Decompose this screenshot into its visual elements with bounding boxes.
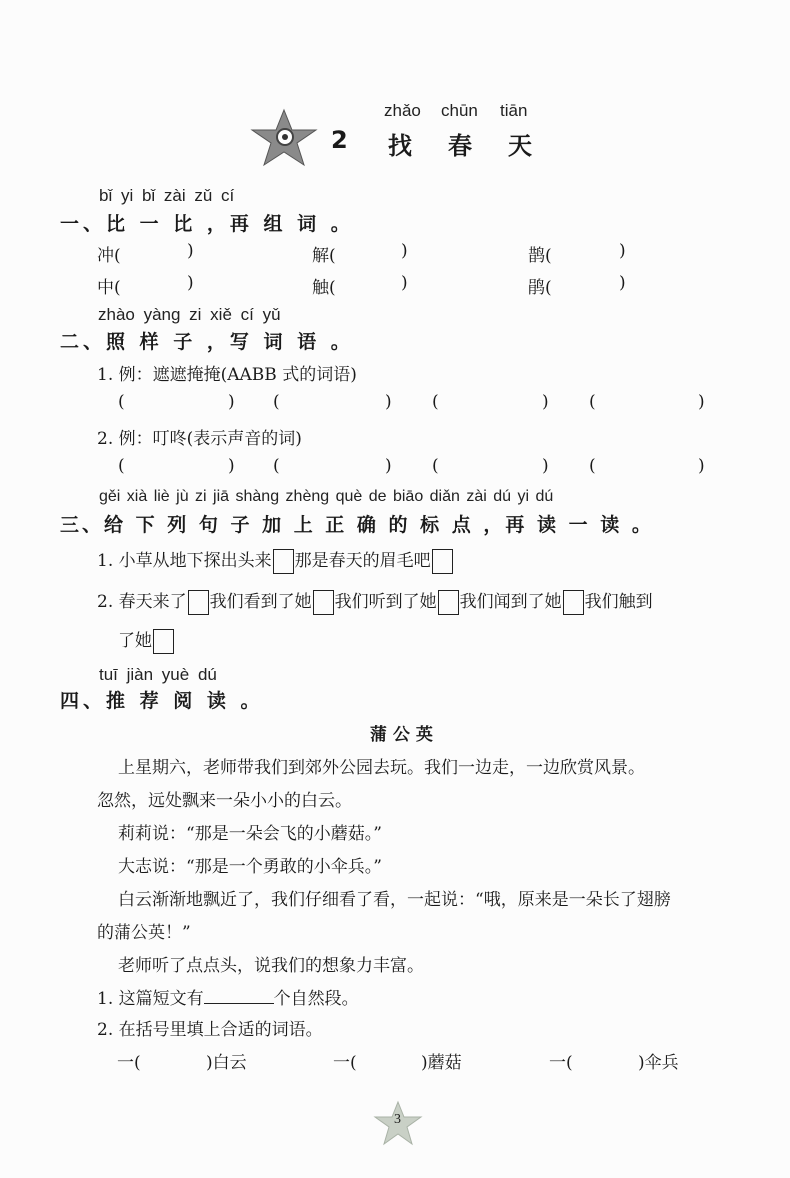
- paren-open: (: [432, 456, 439, 476]
- paren-close: ): [228, 456, 235, 476]
- paren-close: ): [698, 392, 705, 412]
- title-char-1: 找: [388, 132, 412, 160]
- word-que: 鹊(: [528, 246, 552, 266]
- punctuation-box[interactable]: [438, 590, 459, 615]
- paren-close: ): [619, 273, 626, 293]
- answer-blank[interactable]: [204, 987, 274, 1004]
- sentence-1: [97, 546, 454, 574]
- story-paragraph: 大志说：“那是一个勇敢的小伞兵。”: [118, 857, 382, 877]
- sentence-text: 我们触到: [584, 592, 653, 612]
- sentence-2-cont: [118, 626, 175, 654]
- sentence-text: 了她: [118, 631, 152, 651]
- punctuation-box[interactable]: [153, 629, 174, 654]
- section4-pinyin: tuī jiàn yuè dú: [99, 665, 217, 684]
- story-title: 蒲 公 英: [370, 725, 433, 745]
- sentence-text: 我们闻到了她: [459, 592, 562, 612]
- sentence-text: 我们听到了她: [334, 592, 437, 612]
- paren-close: ): [619, 241, 626, 261]
- section2-pinyin: zhào yàng zi xiě cí yǔ: [98, 305, 281, 324]
- paren-open: (: [273, 456, 280, 476]
- section2-heading: 二、照 样 子 ，写 词 语 。: [60, 331, 354, 353]
- fill-post: )蘑菇: [421, 1053, 462, 1073]
- story-paragraph: 忽然，远处飘来一朵小小的白云。: [97, 791, 352, 811]
- story-paragraph: 的蒲公英！”: [97, 923, 191, 943]
- paren-close: ): [542, 456, 549, 476]
- word-chong: 冲(: [97, 246, 121, 266]
- paren-close: ): [187, 241, 194, 261]
- story-paragraph: 老师听了点点头，说我们的想象力丰富。: [118, 956, 424, 976]
- paren-close: ): [401, 273, 408, 293]
- section3-pinyin: gěi xià liè jù zi jiā shàng zhèng què de biāo diǎn zài dú yi dú: [99, 488, 554, 505]
- pinyin-tian: tiān: [500, 101, 528, 120]
- word-chu: 触(: [312, 278, 336, 298]
- section1-pinyin: bǐ yi bǐ zài zǔ cí: [99, 186, 235, 205]
- fill-pre: 一(: [333, 1053, 357, 1073]
- star-logo-icon: [248, 108, 320, 168]
- title-char-3: 天: [508, 132, 532, 160]
- fill-pre: 一(: [117, 1053, 141, 1073]
- punctuation-box[interactable]: [432, 549, 453, 574]
- pinyin-chun: chūn: [441, 101, 478, 120]
- word-jie: 解(: [312, 246, 336, 266]
- paren-open: (: [118, 456, 125, 476]
- punctuation-box[interactable]: [563, 590, 584, 615]
- paren-close: ): [228, 392, 235, 412]
- title-char-2: 春: [448, 132, 472, 160]
- paren-open: (: [589, 456, 596, 476]
- fill-post: )白云: [206, 1053, 247, 1073]
- paren-close: ): [698, 456, 705, 476]
- paren-close: ): [385, 456, 392, 476]
- section3-heading: 三、给 下 列 句 子 加 上 正 确 的 标 点 ，再 读 一 读 。: [60, 514, 654, 536]
- example-1: 1. 例：遮遮掩掩(AABB 式的词语): [97, 365, 357, 385]
- section4-heading: 四、推 荐 阅 读 。: [60, 690, 264, 712]
- word-zhong: 中(: [97, 278, 121, 298]
- lesson-number: 2: [331, 126, 348, 154]
- sentence-2: [97, 587, 653, 615]
- sentence-text: 1. 小草从地下探出头来: [97, 551, 272, 571]
- story-paragraph: 白云渐渐地飘近了，我们仔细看了看，一起说：“哦，原来是一朵长了翅膀: [118, 890, 671, 910]
- sentence-text: 我们看到了她: [209, 592, 312, 612]
- pinyin-zhao: zhǎo: [384, 101, 421, 120]
- paren-close: ): [187, 273, 194, 293]
- question-1: [97, 984, 359, 1009]
- sentence-text: 那是春天的眉毛吧: [294, 551, 431, 571]
- example-2: 2. 例：叮咚(表示声音的词): [97, 429, 302, 449]
- section1-heading: 一、比 一 比 ，再 组 词 。: [60, 213, 354, 235]
- fill-post: )伞兵: [638, 1053, 679, 1073]
- question-text: 1. 这篇短文有: [97, 989, 204, 1009]
- paren-open: (: [432, 392, 439, 412]
- word-juan: 鹃(: [528, 278, 552, 298]
- paren-close: ): [542, 392, 549, 412]
- paren-open: (: [589, 392, 596, 412]
- sentence-text: 2. 春天来了: [97, 592, 187, 612]
- punctuation-box[interactable]: [273, 549, 294, 574]
- paren-open: (: [273, 392, 280, 412]
- story-paragraph: 上星期六，老师带我们到郊外公园去玩。我们一边走，一边欣赏风景。: [118, 758, 645, 778]
- question-text: 个自然段。: [273, 989, 359, 1009]
- paren-open: (: [118, 392, 125, 412]
- punctuation-box[interactable]: [188, 590, 209, 615]
- paren-close: ): [385, 392, 392, 412]
- page-number: 3: [394, 1112, 401, 1127]
- punctuation-box[interactable]: [313, 590, 334, 615]
- question-2: 2. 在括号里填上合适的词语。: [97, 1020, 323, 1040]
- fill-pre: 一(: [549, 1053, 573, 1073]
- story-paragraph: 莉莉说：“那是一朵会飞的小蘑菇。”: [118, 824, 382, 844]
- paren-close: ): [401, 241, 408, 261]
